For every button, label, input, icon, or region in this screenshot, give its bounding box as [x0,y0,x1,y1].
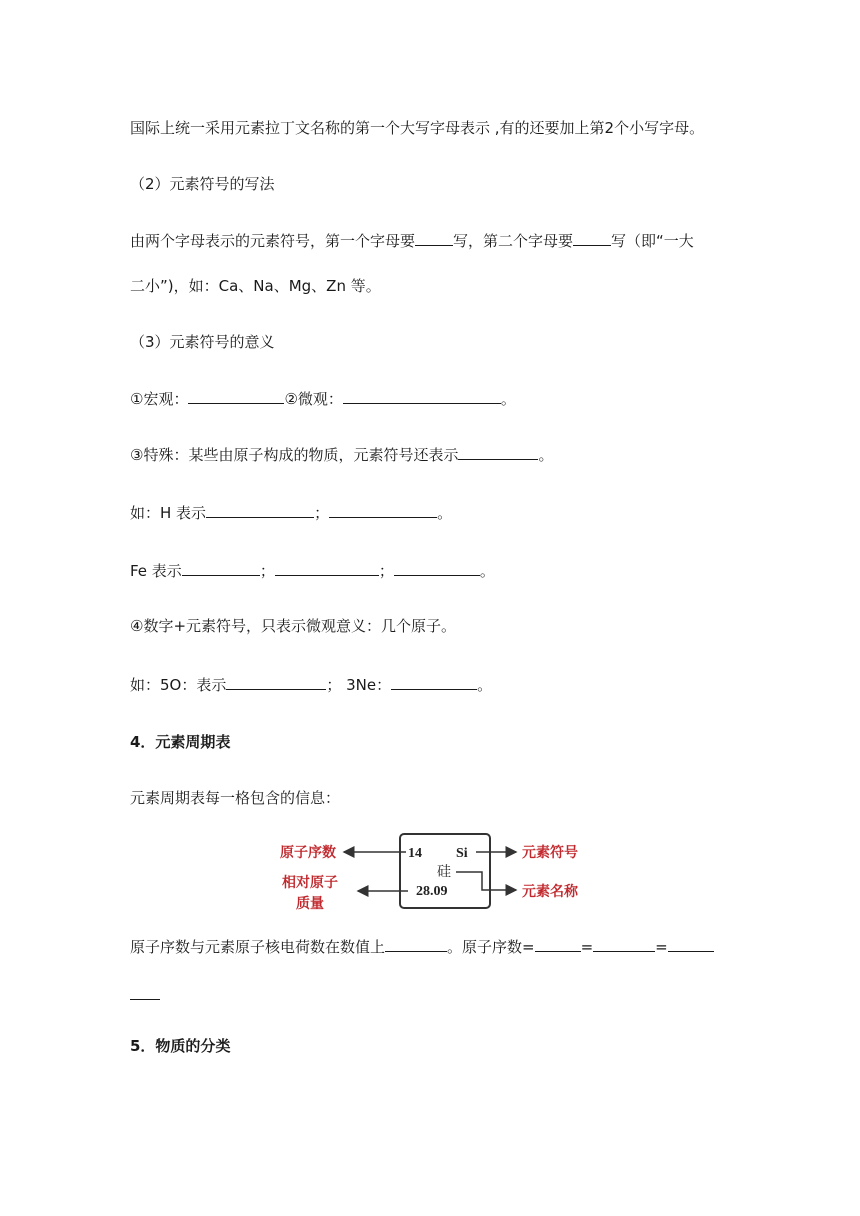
text-segment: 写，第二个字母要 [453,232,574,250]
fill-blank[interactable] [130,983,160,1000]
fill-blank[interactable] [206,501,314,518]
section-5-heading: 5．物质的分类 [130,1037,231,1055]
special-text: ③特殊：某些由原子构成的物质，元素符号还表示 [130,446,459,464]
section-2-line-2: 二小”)，如：Ca、Na、Mg、Zn 等。 [130,277,381,295]
h-example-text: 如：H 表示 [130,504,207,522]
label-name: 元素名称 [522,884,578,900]
macro-label: ①宏观： [130,390,189,408]
fill-blank[interactable] [668,935,714,952]
text-segment: 写（即“一大 [611,232,694,250]
fill-blank[interactable] [188,387,284,404]
o-example-line [130,673,492,696]
text-segment: 由两个字母表示的元素符号，第一个字母要 [130,232,416,250]
table-info-line: 元素周期表每一格包含的信息： [130,789,341,807]
ne-example-text: ； 3Ne： [326,676,392,694]
fill-blank[interactable] [573,229,611,246]
label-mass-line-2: 质量 [296,896,324,912]
equals-sign: = [580,938,594,956]
atomic-number-line-continued [130,983,160,1006]
cell-name: 硅 [437,864,451,880]
section-4-heading: 4．元素周期表 [130,733,231,751]
fill-blank[interactable] [385,935,447,952]
semicolon: ； [259,562,275,580]
period: 。 [538,446,554,464]
period: 。 [500,390,516,408]
o-example-text: 如：5O：表示 [130,676,227,694]
text-segment: 原子序数与元素原子核电荷数在数值上 [130,938,386,956]
fill-blank[interactable] [329,501,437,518]
section-2-line-1 [130,229,694,252]
semicolon: ； [378,562,394,580]
equals-sign: = [655,938,668,956]
fe-example-text: Fe 表示 [130,562,182,580]
fe-example-line [130,559,495,582]
macro-micro-line [130,387,516,410]
section-3-heading: （3）元素符号的意义 [130,333,275,351]
fill-blank[interactable] [391,673,477,690]
h-example-line [130,501,452,524]
fill-blank[interactable] [182,559,260,576]
cell-atomic-number: 14 [408,846,422,861]
text-segment: 。原子序数= [447,938,535,956]
atomic-number-line [130,935,714,958]
period: 。 [477,676,493,694]
fill-blank[interactable] [535,935,581,952]
intro-paragraph: 国际上统一采用元素拉丁文名称的第一个大写字母表示 ,有的还要加上第2个小写字母。 [130,119,705,137]
fill-blank[interactable] [343,387,501,404]
period: 。 [437,504,453,522]
cell-mass: 28.09 [416,884,448,899]
label-mass-line-1: 相对原子 [282,875,338,891]
fill-blank[interactable] [226,673,326,690]
fill-blank[interactable] [458,443,538,460]
period: 。 [479,562,495,580]
number-symbol-line: ④数字+元素符号，只表示微观意义：几个原子。 [130,617,457,635]
fill-blank[interactable] [394,559,480,576]
semicolon: ； [314,504,330,522]
label-symbol: 元素符号 [522,845,578,861]
label-atomic-number: 原子序数 [280,845,336,861]
section-2-heading: （2）元素符号的写法 [130,175,275,193]
fill-blank[interactable] [593,935,655,952]
special-line [130,443,553,466]
micro-label: ②微观： [284,390,343,408]
fill-blank[interactable] [275,559,379,576]
fill-blank[interactable] [415,229,453,246]
periodic-cell-diagram [270,828,600,924]
cell-symbol: Si [456,846,468,861]
